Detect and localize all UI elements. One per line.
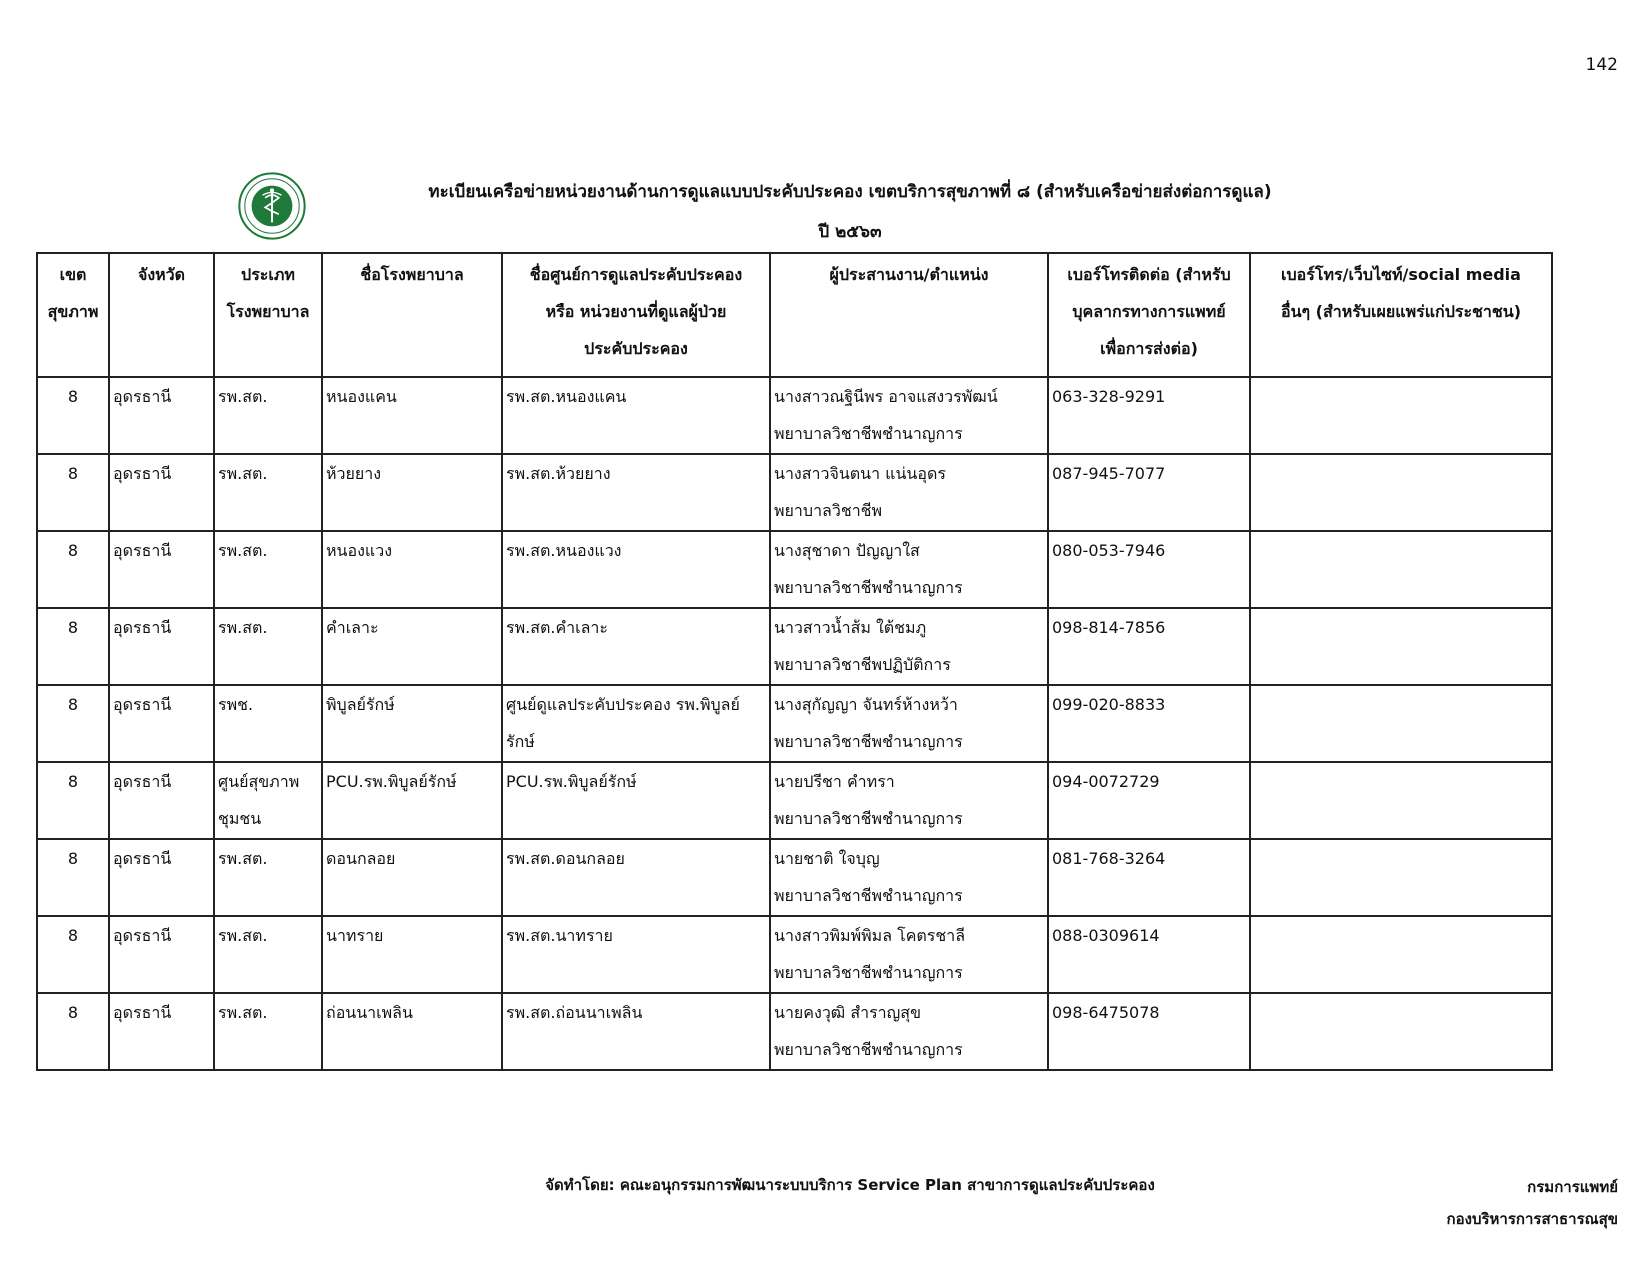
coordinator-cell-line: นายชาติ ใจบุญ [774, 849, 880, 868]
province-cell: อุดรธานี [109, 685, 214, 762]
coordinator-cell [770, 762, 1048, 839]
coordinator-cell-line: นางสาวจินตนา แน่นอุดร [774, 464, 946, 483]
care-center-cell [502, 531, 770, 608]
care-center-cell [502, 993, 770, 1070]
hospital-name-cell: หนองแคน [322, 377, 502, 454]
hospital-name-cell: ห้วยยาง [322, 454, 502, 531]
zone-cell: 8 [37, 377, 109, 454]
medical-phone-cell: 087-945-7077 [1048, 454, 1250, 531]
hospital-type-cell-line: รพช. [218, 695, 254, 714]
province-cell: อุดรธานี [109, 531, 214, 608]
public-contact-cell [1250, 762, 1552, 839]
registry-table [36, 252, 1553, 1071]
footer-division: กองบริหารการสาธารณสุข [1446, 1210, 1618, 1228]
column-header-line: เบอร์โทรติดต่อ (สำหรับ [1067, 265, 1231, 284]
zone-cell: 8 [37, 762, 109, 839]
column-header-line: ชื่อศูนย์การดูแลประคับประคอง [529, 265, 743, 284]
column-header-line: เขต [59, 265, 87, 284]
province-cell: อุดรธานี [109, 762, 214, 839]
hospital-name-cell: หนองแวง [322, 531, 502, 608]
hospital-type-cell [214, 916, 322, 993]
coordinator-cell-line: พยาบาลวิชาชีพชำนาญการ [774, 424, 963, 443]
zone-cell: 8 [37, 916, 109, 993]
column-header-line: อื่นๆ (สำหรับเผยแพร่แก่ประชาชน) [1280, 302, 1522, 321]
footer-prepared-by: จัดทำโดย: คณะอนุกรรมการพัฒนาระบบบริการ Service Plan สาขาการดูแลประคับประคอง [545, 1176, 1155, 1194]
public-contact-cell [1250, 454, 1552, 531]
public-contact-cell [1250, 608, 1552, 685]
care-center-cell-line: รพ.สต.หนองแวง [506, 541, 622, 560]
coordinator-cell-line: พยาบาลวิชาชีพชำนาญการ [774, 732, 963, 751]
column-header-line: โรงพยาบาล [226, 302, 310, 321]
coordinator-cell-line: พยาบาลวิชาชีพปฏิบัติการ [774, 655, 951, 674]
public-contact-cell [1250, 377, 1552, 454]
care-center-cell-line: ศูนย์ดูแลประคับประคอง รพ.พิบูลย์ [506, 695, 740, 714]
zone-cell: 8 [37, 531, 109, 608]
care-center-cell [502, 377, 770, 454]
coordinator-cell [770, 916, 1048, 993]
province-cell: อุดรธานี [109, 454, 214, 531]
care-center-cell-line: รพ.สต.ห้วยยาง [506, 464, 611, 483]
hospital-type-cell [214, 377, 322, 454]
coordinator-cell-line: พยาบาลวิชาชีพชำนาญการ [774, 809, 963, 828]
zone-cell: 8 [37, 839, 109, 916]
hospital-name-cell: ถ่อนนาเพลิน [322, 993, 502, 1070]
document-year: ปี ๒๕๖๓ [818, 222, 882, 242]
public-contact-cell [1250, 531, 1552, 608]
zone-cell: 8 [37, 993, 109, 1070]
province-cell: อุดรธานี [109, 377, 214, 454]
coordinator-cell [770, 608, 1048, 685]
province-cell: อุดรธานี [109, 839, 214, 916]
hospital-name-cell: พิบูลย์รักษ์ [322, 685, 502, 762]
column-header [322, 253, 502, 377]
column-header-line: หรือ หน่วยงานที่ดูแลผู้ป่วย [545, 302, 727, 321]
hospital-type-cell [214, 685, 322, 762]
hospital-type-cell-line: รพ.สต. [218, 618, 268, 637]
coordinator-cell-line: นายปรีชา คำทรา [774, 772, 895, 791]
column-header-line: บุคลากรทางการแพทย์ [1072, 302, 1226, 321]
column-header-line: ผู้ประสานงาน/ตำแหน่ง [829, 265, 989, 284]
hospital-type-cell-line: รพ.สต. [218, 464, 268, 483]
hospital-type-cell-line: รพ.สต. [218, 387, 268, 406]
zone-cell: 8 [37, 685, 109, 762]
medical-phone-cell: 063-328-9291 [1048, 377, 1250, 454]
column-header-line: ประเภท [241, 265, 295, 284]
coordinator-cell-line: นายคงวุฒิ สำราญสุข [774, 1003, 921, 1022]
hospital-type-cell-line: รพ.สต. [218, 1003, 268, 1022]
care-center-cell-line: PCU.รพ.พิบูลย์รักษ์ [506, 772, 637, 791]
column-header-line: เพื่อการส่งต่อ) [1100, 339, 1198, 358]
column-header [214, 253, 322, 377]
coordinator-cell-line: พยาบาลวิชาชีพชำนาญการ [774, 1040, 963, 1059]
table-row [37, 993, 1552, 1070]
medical-phone-cell: 081-768-3264 [1048, 839, 1250, 916]
hospital-type-cell-line: ชุมชน [218, 809, 262, 828]
column-header-line: ประคับประคอง [584, 339, 688, 358]
table-header-row [37, 253, 1552, 377]
footer-department: กรมการแพทย์ [1527, 1178, 1618, 1196]
column-header [37, 253, 109, 377]
hospital-type-cell [214, 762, 322, 839]
column-header [502, 253, 770, 377]
ministry-seal-logo [238, 172, 306, 240]
hospital-type-cell [214, 454, 322, 531]
column-header-line: สุขภาพ [47, 302, 99, 321]
coordinator-cell [770, 685, 1048, 762]
province-cell: อุดรธานี [109, 916, 214, 993]
table-row [37, 916, 1552, 993]
hospital-name-cell: นาทราย [322, 916, 502, 993]
table-row [37, 685, 1552, 762]
hospital-type-cell [214, 531, 322, 608]
table-row [37, 762, 1552, 839]
document-title: ทะเบียนเครือข่ายหน่วยงานด้านการดูแลแบบประคับประคอง เขตบริการสุขภาพที่ ๘ (สำหรับเครือข่ายส่งต่อการดูแล) [428, 182, 1272, 202]
care-center-cell-line: รักษ์ [506, 732, 535, 751]
table-body [37, 377, 1552, 1070]
column-header-line: เบอร์โทร/เว็บไซท์/social media [1281, 265, 1521, 284]
care-center-cell-line: รพ.สต.ถ่อนนาเพลิน [506, 1003, 643, 1022]
coordinator-cell-line: พยาบาลวิชาชีพชำนาญการ [774, 578, 963, 597]
coordinator-cell-line: พยาบาลวิชาชีพชำนาญการ [774, 886, 963, 905]
public-contact-cell [1250, 993, 1552, 1070]
coordinator-cell-line: พยาบาลวิชาชีพ [774, 501, 883, 520]
public-contact-cell [1250, 685, 1552, 762]
hospital-name-cell: PCU.รพ.พิบูลย์รักษ์ [322, 762, 502, 839]
care-center-cell-line: รพ.สต.ดอนกลอย [506, 849, 625, 868]
province-cell: อุดรธานี [109, 993, 214, 1070]
column-header-line: จังหวัด [137, 265, 186, 284]
table-row [37, 454, 1552, 531]
column-header [109, 253, 214, 377]
coordinator-cell [770, 377, 1048, 454]
table-row [37, 531, 1552, 608]
coordinator-cell [770, 993, 1048, 1070]
column-header [1250, 253, 1552, 377]
care-center-cell [502, 454, 770, 531]
medical-phone-cell: 088-0309614 [1048, 916, 1250, 993]
coordinator-cell-line: นาวสาวน้ำส้ม ใต้ชมภู [774, 618, 927, 637]
care-center-cell [502, 685, 770, 762]
table-row [37, 377, 1552, 454]
hospital-name-cell: คำเลาะ [322, 608, 502, 685]
care-center-cell-line: รพ.สต.หนองแคน [506, 387, 627, 406]
coordinator-cell-line: นางสาวณฐินีพร อาจแสงวรพัฒน์ [774, 387, 998, 406]
coordinator-cell-line: นางสาวพิมพ์พิมล โคตรชาลี [774, 926, 966, 945]
hospital-type-cell [214, 993, 322, 1070]
zone-cell: 8 [37, 608, 109, 685]
care-center-cell-line: รพ.สต.คำเลาะ [506, 618, 609, 637]
coordinator-cell [770, 839, 1048, 916]
hospital-type-cell [214, 839, 322, 916]
coordinator-cell [770, 454, 1048, 531]
column-header [770, 253, 1048, 377]
column-header-line: ชื่อโรงพยาบาล [360, 265, 464, 284]
page-number: 142 [1585, 55, 1618, 75]
table-row [37, 839, 1552, 916]
hospital-type-cell-line: รพ.สต. [218, 849, 268, 868]
public-contact-cell [1250, 839, 1552, 916]
coordinator-cell [770, 531, 1048, 608]
care-center-cell [502, 608, 770, 685]
care-center-cell-line: รพ.สต.นาทราย [506, 926, 613, 945]
hospital-type-cell-line: รพ.สต. [218, 541, 268, 560]
province-cell: อุดรธานี [109, 608, 214, 685]
coordinator-cell-line: พยาบาลวิชาชีพชำนาญการ [774, 963, 963, 982]
hospital-type-cell [214, 608, 322, 685]
medical-phone-cell: 094-0072729 [1048, 762, 1250, 839]
table-row [37, 608, 1552, 685]
hospital-name-cell: ดอนกลอย [322, 839, 502, 916]
hospital-type-cell-line: รพ.สต. [218, 926, 268, 945]
medical-phone-cell: 098-814-7856 [1048, 608, 1250, 685]
coordinator-cell-line: นางสุกัญญา จันทร์ห้างหว้า [774, 695, 958, 714]
medical-phone-cell: 080-053-7946 [1048, 531, 1250, 608]
care-center-cell [502, 916, 770, 993]
column-header [1048, 253, 1250, 377]
public-contact-cell [1250, 916, 1552, 993]
care-center-cell [502, 839, 770, 916]
coordinator-cell-line: นางสุชาดา ปัญญาใส [774, 541, 920, 560]
care-center-cell [502, 762, 770, 839]
medical-phone-cell: 098-6475078 [1048, 993, 1250, 1070]
zone-cell: 8 [37, 454, 109, 531]
hospital-type-cell-line: ศูนย์สุขภาพ [218, 772, 300, 791]
medical-phone-cell: 099-020-8833 [1048, 685, 1250, 762]
